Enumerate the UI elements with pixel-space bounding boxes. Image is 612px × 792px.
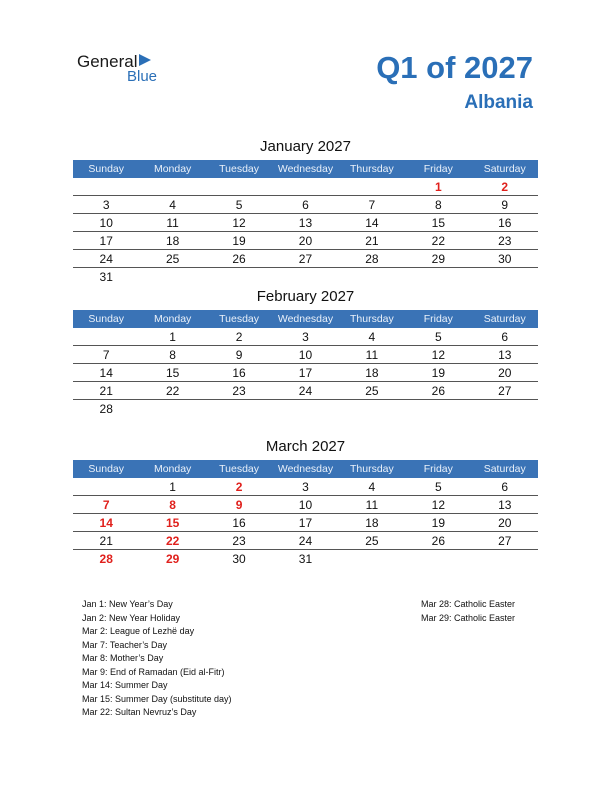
day-cell: 25 xyxy=(365,384,379,398)
day-cell: 1 xyxy=(169,480,176,494)
day-cell: 30 xyxy=(498,252,512,266)
holiday-note: Mar 22: Sultan Nevruz’s Day xyxy=(82,707,197,717)
month-title: February 2027 xyxy=(256,288,355,305)
weekday-label: Saturday xyxy=(483,163,526,175)
weekday-header xyxy=(73,460,538,478)
day-cell: 10 xyxy=(99,216,113,230)
day-cell: 23 xyxy=(232,384,246,398)
day-cell: 15 xyxy=(431,216,445,230)
empty-day-cell xyxy=(206,268,272,286)
day-cell: 21 xyxy=(365,234,379,248)
day-cell: 12 xyxy=(431,348,445,362)
weekday-label: Tuesday xyxy=(219,313,259,325)
day-cell: 11 xyxy=(365,498,379,512)
day-cell: 31 xyxy=(99,270,113,284)
day-cell: 23 xyxy=(232,534,246,548)
empty-day-cell xyxy=(206,178,272,195)
day-cell: 27 xyxy=(298,252,313,266)
weekday-label: Wednesday xyxy=(277,163,334,175)
day-cell: 20 xyxy=(298,234,313,248)
weekday-label: Wednesday xyxy=(277,463,334,475)
week-row xyxy=(73,550,538,568)
day-cell: 24 xyxy=(99,252,113,266)
day-cell: 26 xyxy=(232,252,246,266)
weekday-label: Tuesday xyxy=(219,163,259,175)
day-cell: 17 xyxy=(99,234,113,248)
week-row xyxy=(73,178,538,196)
logo-general-text: General xyxy=(77,52,138,71)
day-cell: 22 xyxy=(431,234,445,248)
weekday-label: Wednesday xyxy=(277,313,334,325)
holiday-list-left xyxy=(82,598,232,720)
empty-day-cell xyxy=(73,178,139,195)
day-cell: 5 xyxy=(434,480,442,494)
day-cell: 13 xyxy=(498,498,512,512)
day-cell: 27 xyxy=(498,534,512,548)
empty-day-cell xyxy=(73,328,139,345)
empty-day-cell xyxy=(139,400,205,418)
day-cell: 6 xyxy=(501,330,509,344)
weekday-label: Sunday xyxy=(88,313,125,325)
week-row xyxy=(73,400,538,418)
empty-day-cell xyxy=(272,400,338,418)
day-cell: 8 xyxy=(169,498,176,512)
empty-day-cell xyxy=(73,478,139,495)
day-cell: 28 xyxy=(99,402,113,416)
day-cell: 31 xyxy=(298,552,313,566)
month-title: January 2027 xyxy=(260,138,351,155)
day-cell: 23 xyxy=(498,234,512,248)
empty-day-cell xyxy=(405,550,471,568)
holiday-note: Mar 8: Mother’s Day xyxy=(82,653,164,663)
weekday-label: Thursday xyxy=(350,313,394,325)
day-cell: 9 xyxy=(501,198,509,212)
weekday-label: Monday xyxy=(153,163,192,175)
day-cell: 17 xyxy=(298,516,313,530)
day-cell: 15 xyxy=(165,516,180,530)
day-cell: 10 xyxy=(298,498,313,512)
week-row xyxy=(73,346,538,364)
month-block xyxy=(73,138,538,286)
day-cell: 5 xyxy=(434,330,442,344)
day-cell: 7 xyxy=(368,198,376,212)
day-cell: 17 xyxy=(298,366,313,380)
day-cell: 3 xyxy=(302,330,309,344)
day-cell: 28 xyxy=(99,552,113,566)
day-cell: 20 xyxy=(498,516,512,530)
holiday-note: Jan 1: New Year’s Day xyxy=(82,599,173,609)
day-cell: 3 xyxy=(302,480,309,494)
day-cell: 28 xyxy=(365,252,379,266)
day-cell: 27 xyxy=(498,384,512,398)
holiday-list-right xyxy=(421,598,515,625)
holiday-note: Mar 2: League of Lezhë day xyxy=(82,626,195,636)
holiday-note: Mar 7: Teacher’s Day xyxy=(82,639,168,650)
day-cell: 4 xyxy=(368,480,376,494)
week-row xyxy=(73,514,538,532)
page-title: Q1 of 2027 xyxy=(376,50,533,85)
weekday-label: Friday xyxy=(423,463,453,475)
empty-day-cell xyxy=(339,400,405,418)
weekday-label: Thursday xyxy=(350,463,394,475)
weekday-label: Friday xyxy=(423,163,453,175)
weekday-label: Saturday xyxy=(483,313,526,325)
day-cell: 22 xyxy=(165,384,180,398)
empty-day-cell xyxy=(339,268,405,286)
day-cell: 18 xyxy=(365,366,379,380)
day-cell: 22 xyxy=(165,534,180,548)
weekday-label: Monday xyxy=(153,463,192,475)
empty-day-cell xyxy=(472,268,538,286)
week-row xyxy=(73,250,538,268)
day-cell: 15 xyxy=(165,366,180,380)
day-cell: 14 xyxy=(99,366,113,380)
weekday-label: Sunday xyxy=(88,463,125,475)
day-cell: 16 xyxy=(232,366,246,380)
month-block xyxy=(73,288,538,418)
day-cell: 1 xyxy=(169,330,176,344)
weekday-header xyxy=(73,310,538,328)
day-cell: 21 xyxy=(99,384,113,398)
weekday-label: Saturday xyxy=(483,463,526,475)
day-cell: 30 xyxy=(232,552,246,566)
day-cell: 25 xyxy=(365,534,379,548)
empty-day-cell xyxy=(339,178,405,195)
empty-day-cell xyxy=(139,268,205,286)
empty-day-cell xyxy=(206,400,272,418)
week-row xyxy=(73,196,538,214)
holiday-note: Mar 29: Catholic Easter xyxy=(421,612,516,623)
weekday-label: Friday xyxy=(423,313,453,325)
day-cell: 26 xyxy=(431,534,445,548)
empty-day-cell xyxy=(405,400,471,418)
empty-day-cell xyxy=(272,178,338,195)
day-cell: 14 xyxy=(99,516,113,530)
day-cell: 2 xyxy=(235,480,243,494)
day-cell: 13 xyxy=(498,348,512,362)
holiday-note: Mar 9: End of Ramadan (Eid al-Fitr) xyxy=(82,666,225,677)
day-cell: 19 xyxy=(232,234,246,248)
day-cell: 16 xyxy=(498,216,512,230)
week-row xyxy=(73,328,538,346)
week-row xyxy=(73,532,538,550)
day-cell: 14 xyxy=(365,216,379,230)
weekday-label: Tuesday xyxy=(219,463,259,475)
empty-day-cell xyxy=(405,268,471,286)
holiday-note: Mar 28: Catholic Easter xyxy=(421,599,516,609)
holiday-note: Mar 14: Summer Day xyxy=(82,680,168,690)
weekday-label: Monday xyxy=(153,313,192,325)
day-cell: 12 xyxy=(232,216,246,230)
week-row xyxy=(73,214,538,232)
month-block xyxy=(73,438,538,568)
day-cell: 10 xyxy=(298,348,313,362)
week-row xyxy=(73,382,538,400)
week-row xyxy=(73,364,538,382)
day-cell: 9 xyxy=(235,348,243,362)
holiday-note: Jan 2: New Year Holiday xyxy=(82,612,181,623)
day-cell: 5 xyxy=(235,198,243,212)
weekday-label: Sunday xyxy=(88,163,125,175)
day-cell: 29 xyxy=(165,552,180,566)
weekday-header xyxy=(73,160,538,178)
day-cell: 19 xyxy=(431,516,445,530)
day-cell: 19 xyxy=(431,366,445,380)
day-cell: 24 xyxy=(298,534,313,548)
week-row xyxy=(73,496,538,514)
empty-day-cell xyxy=(272,268,338,286)
logo-blue-text: Blue xyxy=(127,68,158,85)
day-cell: 18 xyxy=(365,516,379,530)
day-cell: 4 xyxy=(169,198,176,212)
country-name: Albania xyxy=(464,92,533,113)
day-cell: 3 xyxy=(102,198,110,212)
day-cell: 7 xyxy=(102,498,110,512)
day-cell: 16 xyxy=(232,516,246,530)
day-cell: 4 xyxy=(368,330,376,344)
day-cell: 6 xyxy=(501,480,509,494)
day-cell: 18 xyxy=(165,234,180,248)
logo-triangle-icon xyxy=(139,54,151,66)
week-row xyxy=(73,478,538,496)
weekday-label: Thursday xyxy=(350,163,394,175)
empty-day-cell xyxy=(472,550,538,568)
day-cell: 6 xyxy=(302,198,309,212)
day-cell: 29 xyxy=(431,252,445,266)
day-cell: 8 xyxy=(169,348,176,362)
day-cell: 20 xyxy=(498,366,512,380)
day-cell: 13 xyxy=(298,216,313,230)
day-cell: 2 xyxy=(501,180,509,194)
week-row xyxy=(73,268,538,286)
day-cell: 21 xyxy=(99,534,113,548)
holiday-note: Mar 15: Summer Day (substitute day) xyxy=(82,693,232,704)
day-cell: 12 xyxy=(431,498,445,512)
day-cell: 24 xyxy=(298,384,313,398)
day-cell: 8 xyxy=(434,198,442,212)
week-row xyxy=(73,232,538,250)
empty-day-cell xyxy=(472,400,538,418)
day-cell: 26 xyxy=(431,384,445,398)
day-cell: 7 xyxy=(102,348,110,362)
empty-day-cell xyxy=(139,178,205,195)
day-cell: 25 xyxy=(165,252,180,266)
empty-day-cell xyxy=(339,550,405,568)
day-cell: 2 xyxy=(235,330,243,344)
month-title: March 2027 xyxy=(265,438,346,455)
day-cell: 11 xyxy=(365,348,379,362)
day-cell: 11 xyxy=(166,216,179,230)
day-cell: 9 xyxy=(235,498,243,512)
day-cell: 1 xyxy=(434,180,442,194)
